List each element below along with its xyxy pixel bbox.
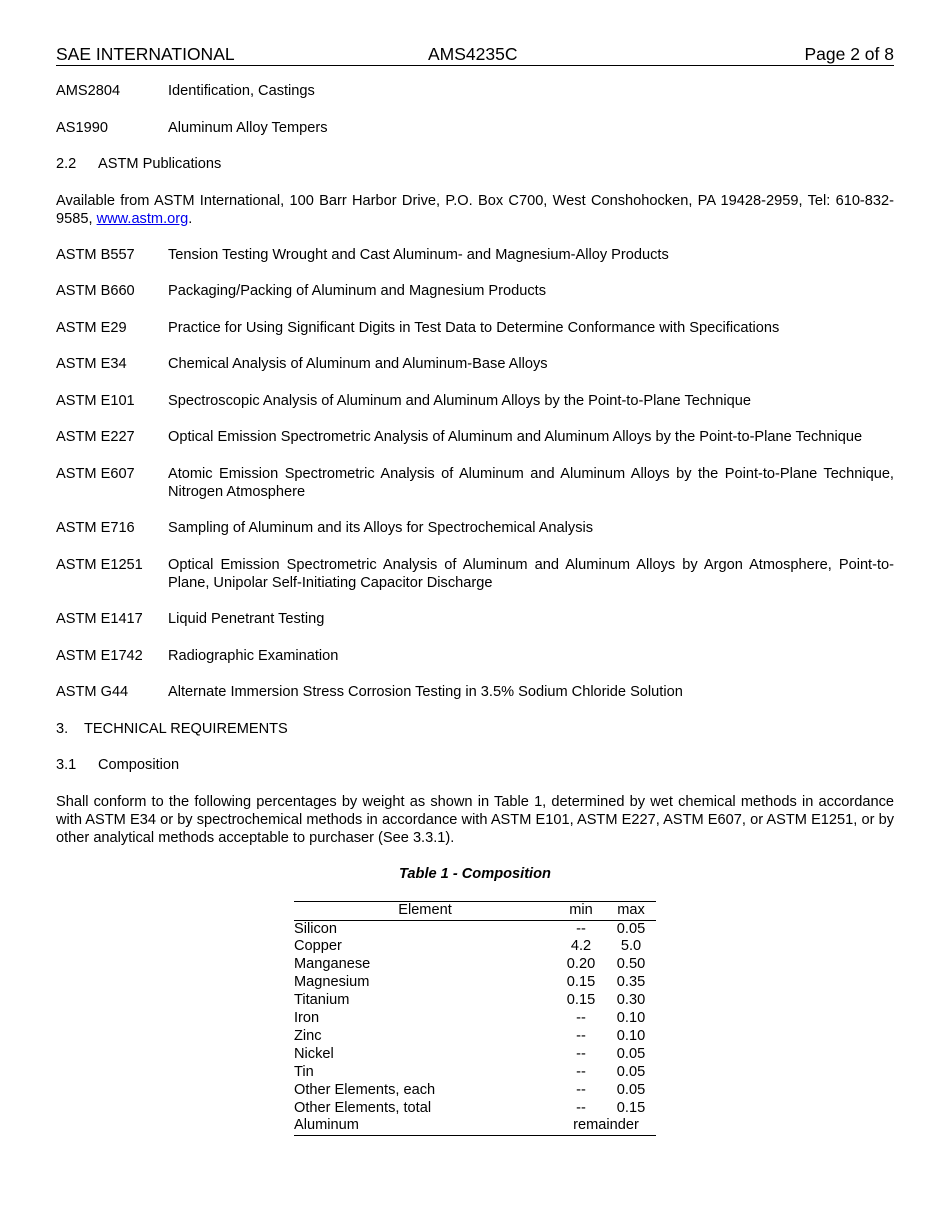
remainder-cell: remainder: [573, 1117, 639, 1134]
table-row: [294, 1028, 656, 1046]
reference-title: Identification, Castings: [168, 83, 315, 99]
header-organization: SAE INTERNATIONAL: [56, 44, 235, 64]
max-cell: 0.10: [616, 1010, 646, 1027]
reference-item: [56, 610, 894, 628]
reference-item: [56, 465, 894, 501]
max-cell: 0.15: [616, 1099, 646, 1116]
min-cell: 0.20: [566, 956, 596, 973]
reference-title: Sampling of Aluminum and its Alloys for Spectrochemical Analysis: [168, 520, 594, 536]
ams-references: [56, 82, 894, 137]
section-3-heading: [56, 720, 894, 738]
max-cell: 0.05: [616, 1081, 646, 1098]
min-cell: --: [576, 1081, 586, 1098]
min-cell: --: [576, 920, 586, 937]
header-document-number: AMS4235C: [428, 44, 518, 64]
reference-title: Practice for Using Significant Digits in Test Data to Determine Conformance with Specifications: [168, 319, 780, 336]
reference-title: Radiographic Examination: [168, 647, 339, 664]
element-cell: Nickel: [294, 1045, 334, 1062]
reference-code: ASTM E607: [56, 465, 135, 482]
reference-title: Alternate Immersion Stress Corrosion Testing in 3.5% Sodium Chloride Solution: [168, 684, 683, 700]
max-cell: 5.0: [620, 938, 642, 955]
header-page-number: Page 2 of 8: [804, 44, 894, 64]
table-row: [294, 956, 656, 974]
table-row: [294, 992, 656, 1010]
reference-code: ASTM E29: [56, 319, 127, 336]
reference-title: Atomic Emission Spectrometric Analysis of Aluminum and Aluminum Alloys by the Point-to-Plane Technique, Nitrogen Atmosphere: [168, 465, 894, 500]
page-header: [56, 44, 894, 66]
document-body: [56, 82, 894, 1136]
reference-code: ASTM E1742: [56, 647, 143, 664]
reference-code: ASTM B557: [56, 246, 135, 263]
max-cell: 0.10: [616, 1027, 646, 1044]
table-row: [294, 920, 656, 938]
element-cell: Other Elements, each: [294, 1081, 436, 1098]
max-cell: 0.05: [616, 1045, 646, 1062]
section-2-2-heading: [56, 155, 894, 173]
reference-item: [56, 428, 894, 446]
section-number: 2.2: [56, 156, 77, 172]
reference-title: Tension Testing Wrought and Cast Aluminum- and Magnesium-Alloy Products: [168, 246, 669, 263]
min-cell: 0.15: [566, 974, 596, 991]
reference-code: ASTM B660: [56, 283, 135, 299]
reference-item: [56, 392, 894, 410]
reference-code: ASTM E1417: [56, 611, 143, 627]
reference-code: ASTM G44: [56, 684, 129, 700]
table-row: [294, 1082, 656, 1100]
reference-item: [56, 246, 894, 264]
element-cell: Other Elements, total: [294, 1099, 432, 1116]
table-header-row: [294, 901, 656, 920]
min-cell: --: [576, 1063, 586, 1080]
max-cell: 0.05: [616, 1063, 646, 1080]
reference-item: [56, 519, 894, 537]
reference-item: [56, 683, 894, 701]
column-header-min: min: [556, 901, 606, 920]
table-row: [294, 1046, 656, 1064]
section-number: 3.: [56, 720, 69, 737]
section-title: Composition: [98, 757, 180, 773]
column-header-max: max: [606, 901, 656, 920]
min-cell: --: [576, 1027, 586, 1044]
astm-references: [56, 246, 894, 702]
composition-table-body: [294, 920, 656, 1136]
min-cell: --: [576, 1099, 586, 1116]
reference-item: [56, 556, 894, 592]
reference-item: [56, 647, 894, 665]
table-row: [294, 1100, 656, 1118]
min-cell: --: [576, 1045, 586, 1062]
reference-item: [56, 319, 894, 337]
element-cell: Silicon: [294, 920, 337, 937]
reference-title: Spectroscopic Analysis of Aluminum and Aluminum Alloys by the Point-to-Plane Technique: [168, 392, 751, 409]
reference-code: ASTM E716: [56, 520, 135, 536]
element-cell: Zinc: [294, 1027, 322, 1044]
reference-title: Packaging/Packing of Aluminum and Magnesium Products: [168, 283, 547, 299]
column-header-element: Element: [294, 901, 556, 920]
element-cell: Aluminum: [294, 1117, 359, 1134]
section-title: ASTM Publications: [98, 156, 222, 172]
max-cell: 0.50: [616, 956, 646, 973]
reference-title: Liquid Penetrant Testing: [168, 611, 325, 627]
table-1-caption: Table 1 - Composition: [399, 865, 551, 882]
reference-title: Chemical Analysis of Aluminum and Aluminum-Base Alloys: [168, 356, 548, 372]
section-number: 3.1: [56, 757, 77, 773]
element-cell: Manganese: [294, 956, 371, 973]
min-cell: --: [576, 1010, 586, 1027]
astm-availability-paragraph: Available from ASTM International, 100 Barr Harbor Drive, P.O. Box C700, West Conshohocken, PA 19428-2959, Tel: 610-832-9585, www.astm.org.: [56, 192, 894, 227]
table-row-aluminum: [294, 1117, 656, 1135]
element-cell: Tin: [294, 1063, 314, 1080]
max-cell: 0.30: [616, 992, 646, 1009]
max-cell: 0.35: [616, 974, 646, 991]
min-cell: 4.2: [570, 938, 592, 955]
reference-code: AS1990: [56, 119, 108, 136]
reference-item: [56, 355, 894, 373]
composition-paragraph: Shall conform to the following percentages by weight as shown in Table 1, determined by wet chemical methods in accordance with ASTM E34 or by spectrochemical methods in accordance with ASTM E101, ASTM E227, ASTM E607, or ASTM E1251, or by other analytical methods acceptable to purchaser (See 3.3.1).: [56, 793, 894, 846]
reference-code: ASTM E227: [56, 429, 135, 445]
reference-title: Optical Emission Spectrometric Analysis of Aluminum and Aluminum Alloys by the Point-to-Plane Technique: [168, 429, 863, 445]
astm-website-link[interactable]: www.astm.org: [96, 210, 189, 227]
section-title: TECHNICAL REQUIREMENTS: [84, 720, 288, 737]
table-row: [294, 974, 656, 992]
max-cell: 0.05: [616, 920, 646, 937]
min-cell: 0.15: [566, 992, 596, 1009]
reference-item: [56, 82, 894, 100]
table-row: [294, 1010, 656, 1028]
reference-item: [56, 282, 894, 300]
reference-title: Optical Emission Spectrometric Analysis of Aluminum and Aluminum Alloys by Argon Atmosphere, Point-to-Plane, Unipolar Self-Initiating Capacitor Discharge: [168, 556, 894, 591]
reference-title: Aluminum Alloy Tempers: [168, 119, 328, 136]
element-cell: Iron: [294, 1010, 320, 1027]
composition-table: [294, 901, 656, 1137]
element-cell: Magnesium: [294, 974, 370, 991]
element-cell: Titanium: [294, 992, 350, 1009]
reference-item: [56, 119, 894, 137]
element-cell: Copper: [294, 938, 342, 955]
reference-code: AMS2804: [56, 83, 121, 99]
table-row: [294, 1064, 656, 1082]
section-3-1-heading: [56, 756, 894, 774]
reference-code: ASTM E101: [56, 392, 135, 409]
reference-code: ASTM E34: [56, 356, 127, 372]
reference-code: ASTM E1251: [56, 556, 143, 573]
table-row: [294, 938, 656, 956]
